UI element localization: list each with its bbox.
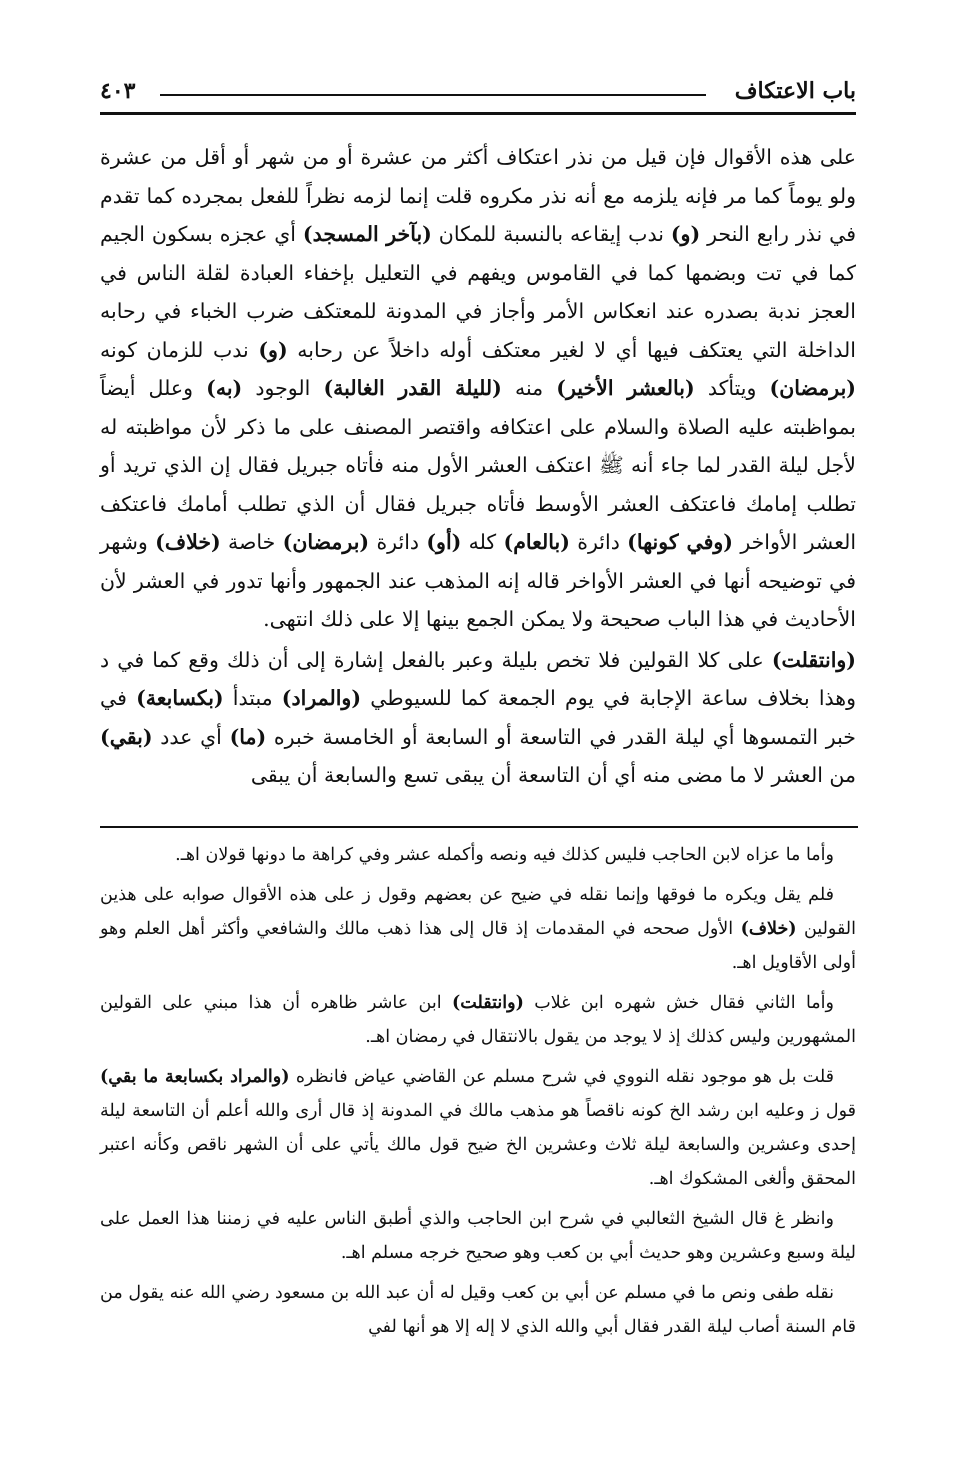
- header-rule: [160, 94, 706, 96]
- footnote-separator: [100, 826, 858, 828]
- footnote: وانظر غ قال الشيخ الثعالبي في شرح ابن الحاجب والذي أطبق الناس عليه في زمننا هذا العمل على ليلة وسبع وعشرين وهو حديث أبي بن كعب وهو صحيح خرجه مسلم اهـ.: [100, 1209, 856, 1263]
- footnotes: [100, 838, 856, 1350]
- paragraph: على هذه الأقوال فإن قيل من نذر اعتكاف أكثر من عشرة أو من شهر أو أقل من عشرة ولو يوماً كما مر فإنه يلزمه مع أنه نذر مكروه قلت إنما لزمه نظراً للفعل بمجرده كما تقدم في نذر رابع النحر (و) ندب إيقاعه بالنسبة للمكان (بآخر المسجد) أي عجزه بسكون الجيم كما في تت وبضمها كما في القاموس ويفهم في التعليل بإخفاء العبادة لقلة الناس في العجز ندبة بصدره عند انعكاس الأمر وأجاز في المدونة للمعتكف ضرب الخباء في رحابه الداخلة التي يعتكف فيها أي لا لغير معتكف أوله داخلاً عن رحابه (و) ندب للزمان كونه (برمضان) ويتأكد (بالعشر الأخير) منه (لليلة القدر الغالبة) الوجود (به) وعلل أيضاً بمواظبته عليه الصلاة والسلام على اعتكافه واقتصر المصنف على ما ذكر لأن مواظبته له لأجل ليلة القدر لما جاء أنه ﷺ اعتكف العشر الأول منه فأتاه جبريل فقال إن الذي تريد أو تطلب إمامك فاعتكف العشر الأوسط فأتاه جبريل فقال أن الذي تطلب أمامك فاعتكف العشر الأواخر (وفي كونها) دائرة (بالعام) كله (أو) دائرة (برمضان) خاصة (خلاف) وشهر في توضيحه أنها في العشر الأواخر قاله إنه المذهب عند الجمهور وأنها تدور في العشر لأن الأحاديث في هذا الباب صحيحة ولا يمكن الجمع بينها إلا على ذلك انتهى.: [100, 145, 857, 631]
- header-divider: [100, 112, 856, 115]
- footnote: وأما ما عزاه لابن الحاجب فليس كذلك فيه ونصه وأكمله عشر وفي كراهة ما دونها قولان اهـ.: [175, 845, 834, 865]
- footnote: نقله طفى ونص ما في مسلم عن أبي بن كعب وقيل له أن عبد الله بن مسعود رضي الله عنه يقول من قام السنة أصاب ليلة القدر فقال أبي والله الذي لا إله إلا هو أنها لفي: [100, 1283, 856, 1337]
- footnote: وأما الثاني فقال خش شهره ابن غلاب (وانتقلت) ابن عاشر ظاهره أن هذا مبني على القولين المشهورين وليس كذلك إذ لا يوجد من يقول بالانتقال في رمضان اهـ.: [100, 993, 856, 1047]
- page-header: [100, 78, 856, 118]
- chapter-title: باب الاعتكاف: [734, 78, 856, 104]
- paragraph: (وانتقلت) على كلا القولين فلا تخص بليلة وعبر بالفعل إشارة إلى أن ذلك وقع كما في د وهذا بخلاف ساعة الإجابة في يوم الجمعة كما للسيوطي (والمراد) مبتدأ (بكسابعة) في خبر التمسوها أي ليلة القدر في التاسعة أو السابعة أو الخامسة خبره (ما) أي عدد (بقي) من العشر لا ما مضى منه أي أن التاسعة أن يبقى تسع والسابعة أن يبقى: [100, 647, 857, 787]
- main-text: [100, 138, 856, 795]
- footnote: قلت بل هو موجود نقله النووي في شرح مسلم عن القاضي عياض فانظره (والمراد بكسابعة ما بقي) قول ز وعليه ابن رشد الخ كونه ناقصاً هو مذهب مالك في المدونة إذ قال أرى والله أعلم أن التاسعة ليلة إحدى وعشرين والسابعة ليلة ثلاث وعشرين الخ ضيح قول مالك يأتي على أن الشهر ناقص وكأنه اعتبر المحقق وألغى المشكوك اهـ.: [100, 1067, 856, 1189]
- footnote: فلم يقل ويكره ما فوقها وإنما نقله في ضيح عن بعضهم وقول ز على هذه الأقوال صوابه على هذين القولين (خلاف) الأول صححه في المقدمات إذ قال إلى هذا ذهب مالك والشافعي وأكثر أهل العلم وهو أولى الأقاويل اهـ.: [100, 885, 856, 973]
- page-number: ٤٠٣: [100, 78, 136, 104]
